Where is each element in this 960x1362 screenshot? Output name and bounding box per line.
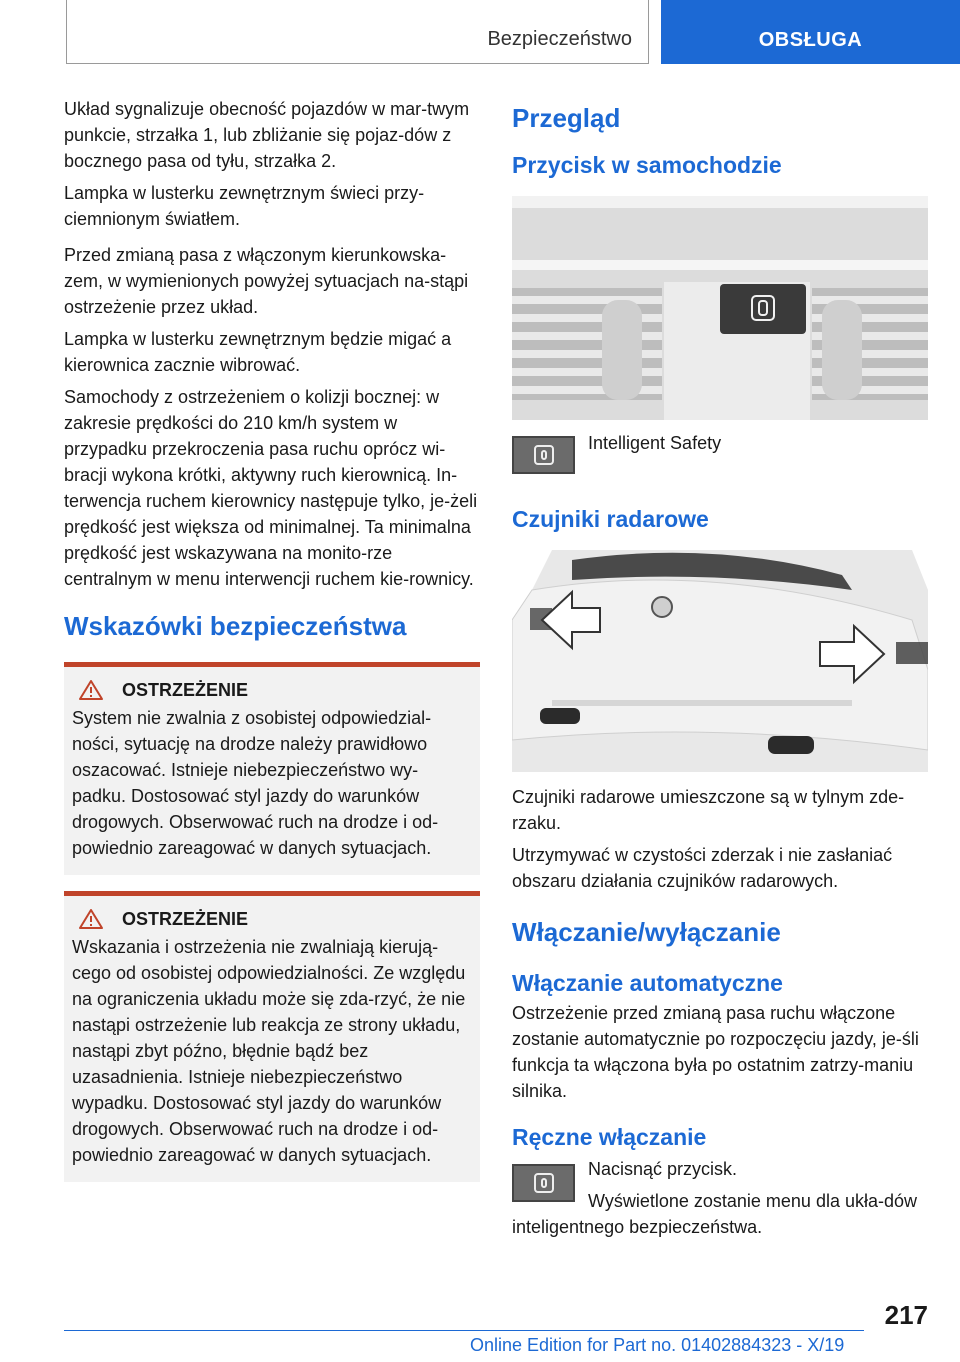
console-illustration [512, 196, 928, 420]
header-chapter-label: OBSŁUGA [758, 29, 863, 51]
rear-bumper-photo [512, 550, 928, 772]
header-chapter-tab [661, 0, 960, 64]
heading-safety-notes: Wskazówki bezpieczeństwa [64, 611, 407, 641]
intelligent-safety-label: Intelligent Safety [588, 433, 722, 453]
warning-triangle-icon [78, 679, 104, 701]
rear-car-illustration [512, 550, 928, 772]
warning-title-1 [72, 679, 472, 701]
paragraph-blind-spot: Układ sygnalizuje obecność pojazdów w mar-twym punkcie, strzałka 1, lub zbliżanie się pojaz-dów z bocznego pasa od tyłu, strzałka 2. [64, 99, 470, 171]
console-button-photo [512, 196, 928, 420]
intelligent-safety-button-icon-2 [512, 1164, 575, 1202]
footer-divider [64, 1330, 864, 1331]
header-section-box [66, 0, 649, 64]
warning-text-1: System nie zwalnia z osobistej odpowiedzial-ności, sytuację na drodze należy prawidłowo oszacować. Istnieje niebezpieczeństwo wy-padku. Dostosować styl jazdy do warunków drogowych. Obserwować ruch na drodze i od-powiednio zareagować w danych sytuacjach. [72, 708, 439, 858]
paragraph-mirror-flash: Lampka w lusterku zewnętrznym będzie migać a kierownica zacznie wibrować. [64, 329, 452, 375]
heading-button-in-car: Przycisk w samochodzie [512, 152, 782, 178]
heading-radar-sensors: Czujniki radarowe [512, 506, 709, 532]
heading-manual-on: Ręczne włączanie [512, 1124, 707, 1150]
paragraph-side-collision: Samochody z ostrzeżeniem o kolizji bocznej: w zakresie prędkości do 210 km/h system w przypadku przekroczenia pasa ruchu oprócz wi-bracji wykona krótki, aktywny ruch kierownicą. In-terwencja ruchem kierownicy następuje tylko, je-żeli prędkość jest większa od minimalnej. Ta minimalna prędkość jest wskazywana na monito-rze centralnym w menu interwencji ruchem kie-rownicy. [64, 387, 478, 589]
paragraph-radar-keep-clean: Utrzymywać w czystości zderzak i nie zasłaniać obszaru działania czujników radarowych. [512, 845, 893, 891]
paragraph-auto-on: Ostrzeżenie przed zmianą pasa ruchu włączone zostanie automatycznie po rozpoczęciu jazdy, je-śli funkcja ta włączona była po ostatnim zatrzy-maniu silnika. [512, 1003, 919, 1101]
heading-auto-on: Włączanie automatyczne [512, 970, 783, 996]
warning-triangle-icon [78, 908, 104, 930]
paragraph-press-button: Nacisnąć przycisk. [588, 1159, 738, 1179]
page-number: 217 [884, 1300, 928, 1330]
warning-label-1: OSTRZEŻENIE [122, 679, 249, 700]
paragraph-menu-shown: Wyświetlone zostanie menu dla ukła-dów inteligentnego bezpieczeństwa. [512, 1191, 918, 1237]
warning-box-1 [64, 662, 480, 875]
heading-overview: Przegląd [512, 103, 621, 133]
intelligent-safety-button-icon [512, 436, 575, 474]
manual-on-text [588, 1156, 737, 1188]
header-section-title: Bezpieczeństwo [487, 28, 632, 50]
warning-label-2: OSTRZEŻENIE [122, 908, 249, 929]
intelligent-safety-row [512, 433, 928, 474]
warning-text-2: Wskazania i ostrzeżenia nie zwalniają kierują-cego od osobistej odpowiedzialności. Ze względu na ograniczenia układu może się zda-rzyć, że nie nastąpi ostrzeżenie lub reakcja ze strony układu, nastąpi zbyt późno, błędnie bądź bez uzasadnienia. Istnieje niebezpieczeństwo wypadku. Dostosować styl jazdy do warunków drogowych. Obserwować ruch na drodze i od-powiednio zareagować w danych sytuacjach. [72, 937, 466, 1165]
warning-box-2 [64, 891, 480, 1182]
paragraph-mirror-dimmed: Lampka w lusterku zewnętrznym świeci przy-ciemnionym światłem. [64, 183, 425, 229]
warning-title-2 [72, 908, 472, 930]
heading-on-off: Włączanie/wyłączanie [512, 917, 781, 947]
footer-edition: Online Edition for Part no. 01402884323 - X/19 [470, 1335, 845, 1355]
paragraph-radar-location: Czujniki radarowe umieszczone są w tylnym zde-rzaku. [512, 787, 905, 833]
paragraph-lane-change: Przed zmianą pasa z włączonym kierunkowska-zem, w wymienionych powyżej sytuacjach na-stąpi ostrzeżenie przez układ. [64, 245, 469, 317]
right-column [512, 96, 928, 1246]
left-column [64, 96, 480, 1182]
